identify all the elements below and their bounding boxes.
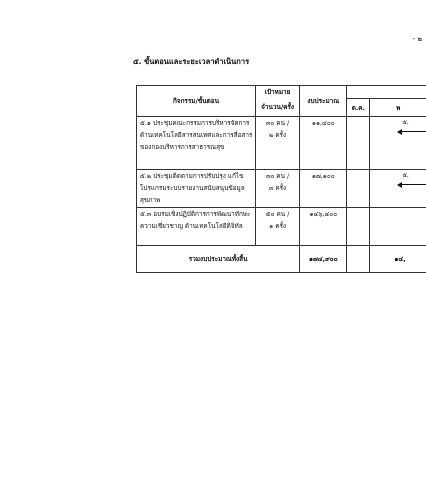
budget-cell: ๑๑,๔๐๐ bbox=[300, 117, 347, 170]
period-cell bbox=[370, 208, 426, 246]
target-cell bbox=[255, 117, 299, 170]
month-oct-cell bbox=[347, 117, 370, 170]
table-header-row bbox=[137, 86, 426, 99]
table-row bbox=[137, 170, 426, 208]
period-label: ๕, bbox=[402, 172, 409, 179]
activity-cell: ๕.๑ ประชุมคณะกรรมการบริหารจัดการด้านเทคโนโลยีสารสนเทศและการสื่อสารของกองบริหารการสาธารณสุข bbox=[137, 117, 256, 170]
budget-cell: ๑๗,๑๐๐ bbox=[300, 170, 347, 208]
total-label: รวมงบประมาณทั้งสิ้น bbox=[137, 246, 300, 273]
header-activity: กิจกรรม/ขั้นตอน bbox=[137, 86, 256, 117]
target-people: ๕๐ คน / bbox=[265, 210, 290, 218]
target-people: ๓๐ คน / bbox=[266, 119, 290, 127]
total-month-oct bbox=[347, 246, 370, 273]
header-target-line1: เป้าหมาย bbox=[255, 86, 299, 99]
total-row bbox=[137, 246, 426, 273]
budget-cell: ๑๔๖,๔๐๐ bbox=[300, 208, 347, 246]
header-target-line2: จำนวน/ครั้ง bbox=[255, 99, 299, 117]
period-cell bbox=[370, 117, 426, 170]
left-arrow-icon bbox=[398, 131, 426, 132]
month-oct-cell bbox=[347, 208, 370, 246]
target-times: ๓ ครั้ง bbox=[268, 184, 287, 192]
left-arrow-icon bbox=[398, 184, 426, 185]
page-number: - ๒ bbox=[412, 35, 422, 43]
period-cell bbox=[370, 170, 426, 208]
activity-timeline-table bbox=[136, 85, 426, 273]
table-row bbox=[137, 117, 426, 170]
month-oct-cell bbox=[347, 170, 370, 208]
total-budget: ๑๗๔,๙๐๐ bbox=[300, 246, 347, 273]
total-partial-value: ๑๔, bbox=[370, 246, 426, 273]
period-label: ๕, bbox=[402, 119, 409, 126]
section-heading: ๕. ขั้นตอนและระยะเวลาดำเนินการ bbox=[133, 57, 250, 66]
target-people: ๓๐ คน / bbox=[266, 172, 290, 180]
header-month-next: พ bbox=[370, 99, 426, 117]
activity-cell: ๕.๓ อบรมเชิงปฏิบัติการการพัฒนาทักษะ ความเชี่ยวชาญ ด้านเทคโนโลยีดิจิทัล bbox=[137, 208, 256, 246]
header-budget: งบประมาณ bbox=[300, 86, 347, 117]
target-times: ๑ ครั้ง bbox=[269, 222, 287, 230]
target-cell bbox=[255, 208, 299, 246]
activity-cell: ๕.๒ ประชุมติดตามการปรับปรุง แก้ไขโปรแกรมระบบรายงานสนับสนุนข้อมูลสุขภาพ bbox=[137, 170, 256, 208]
target-cell bbox=[255, 170, 299, 208]
table-row bbox=[137, 208, 426, 246]
target-times: ๒ ครั้ง bbox=[269, 131, 287, 139]
header-month-oct: ต.ค. bbox=[347, 99, 370, 117]
header-period-span bbox=[347, 86, 426, 99]
